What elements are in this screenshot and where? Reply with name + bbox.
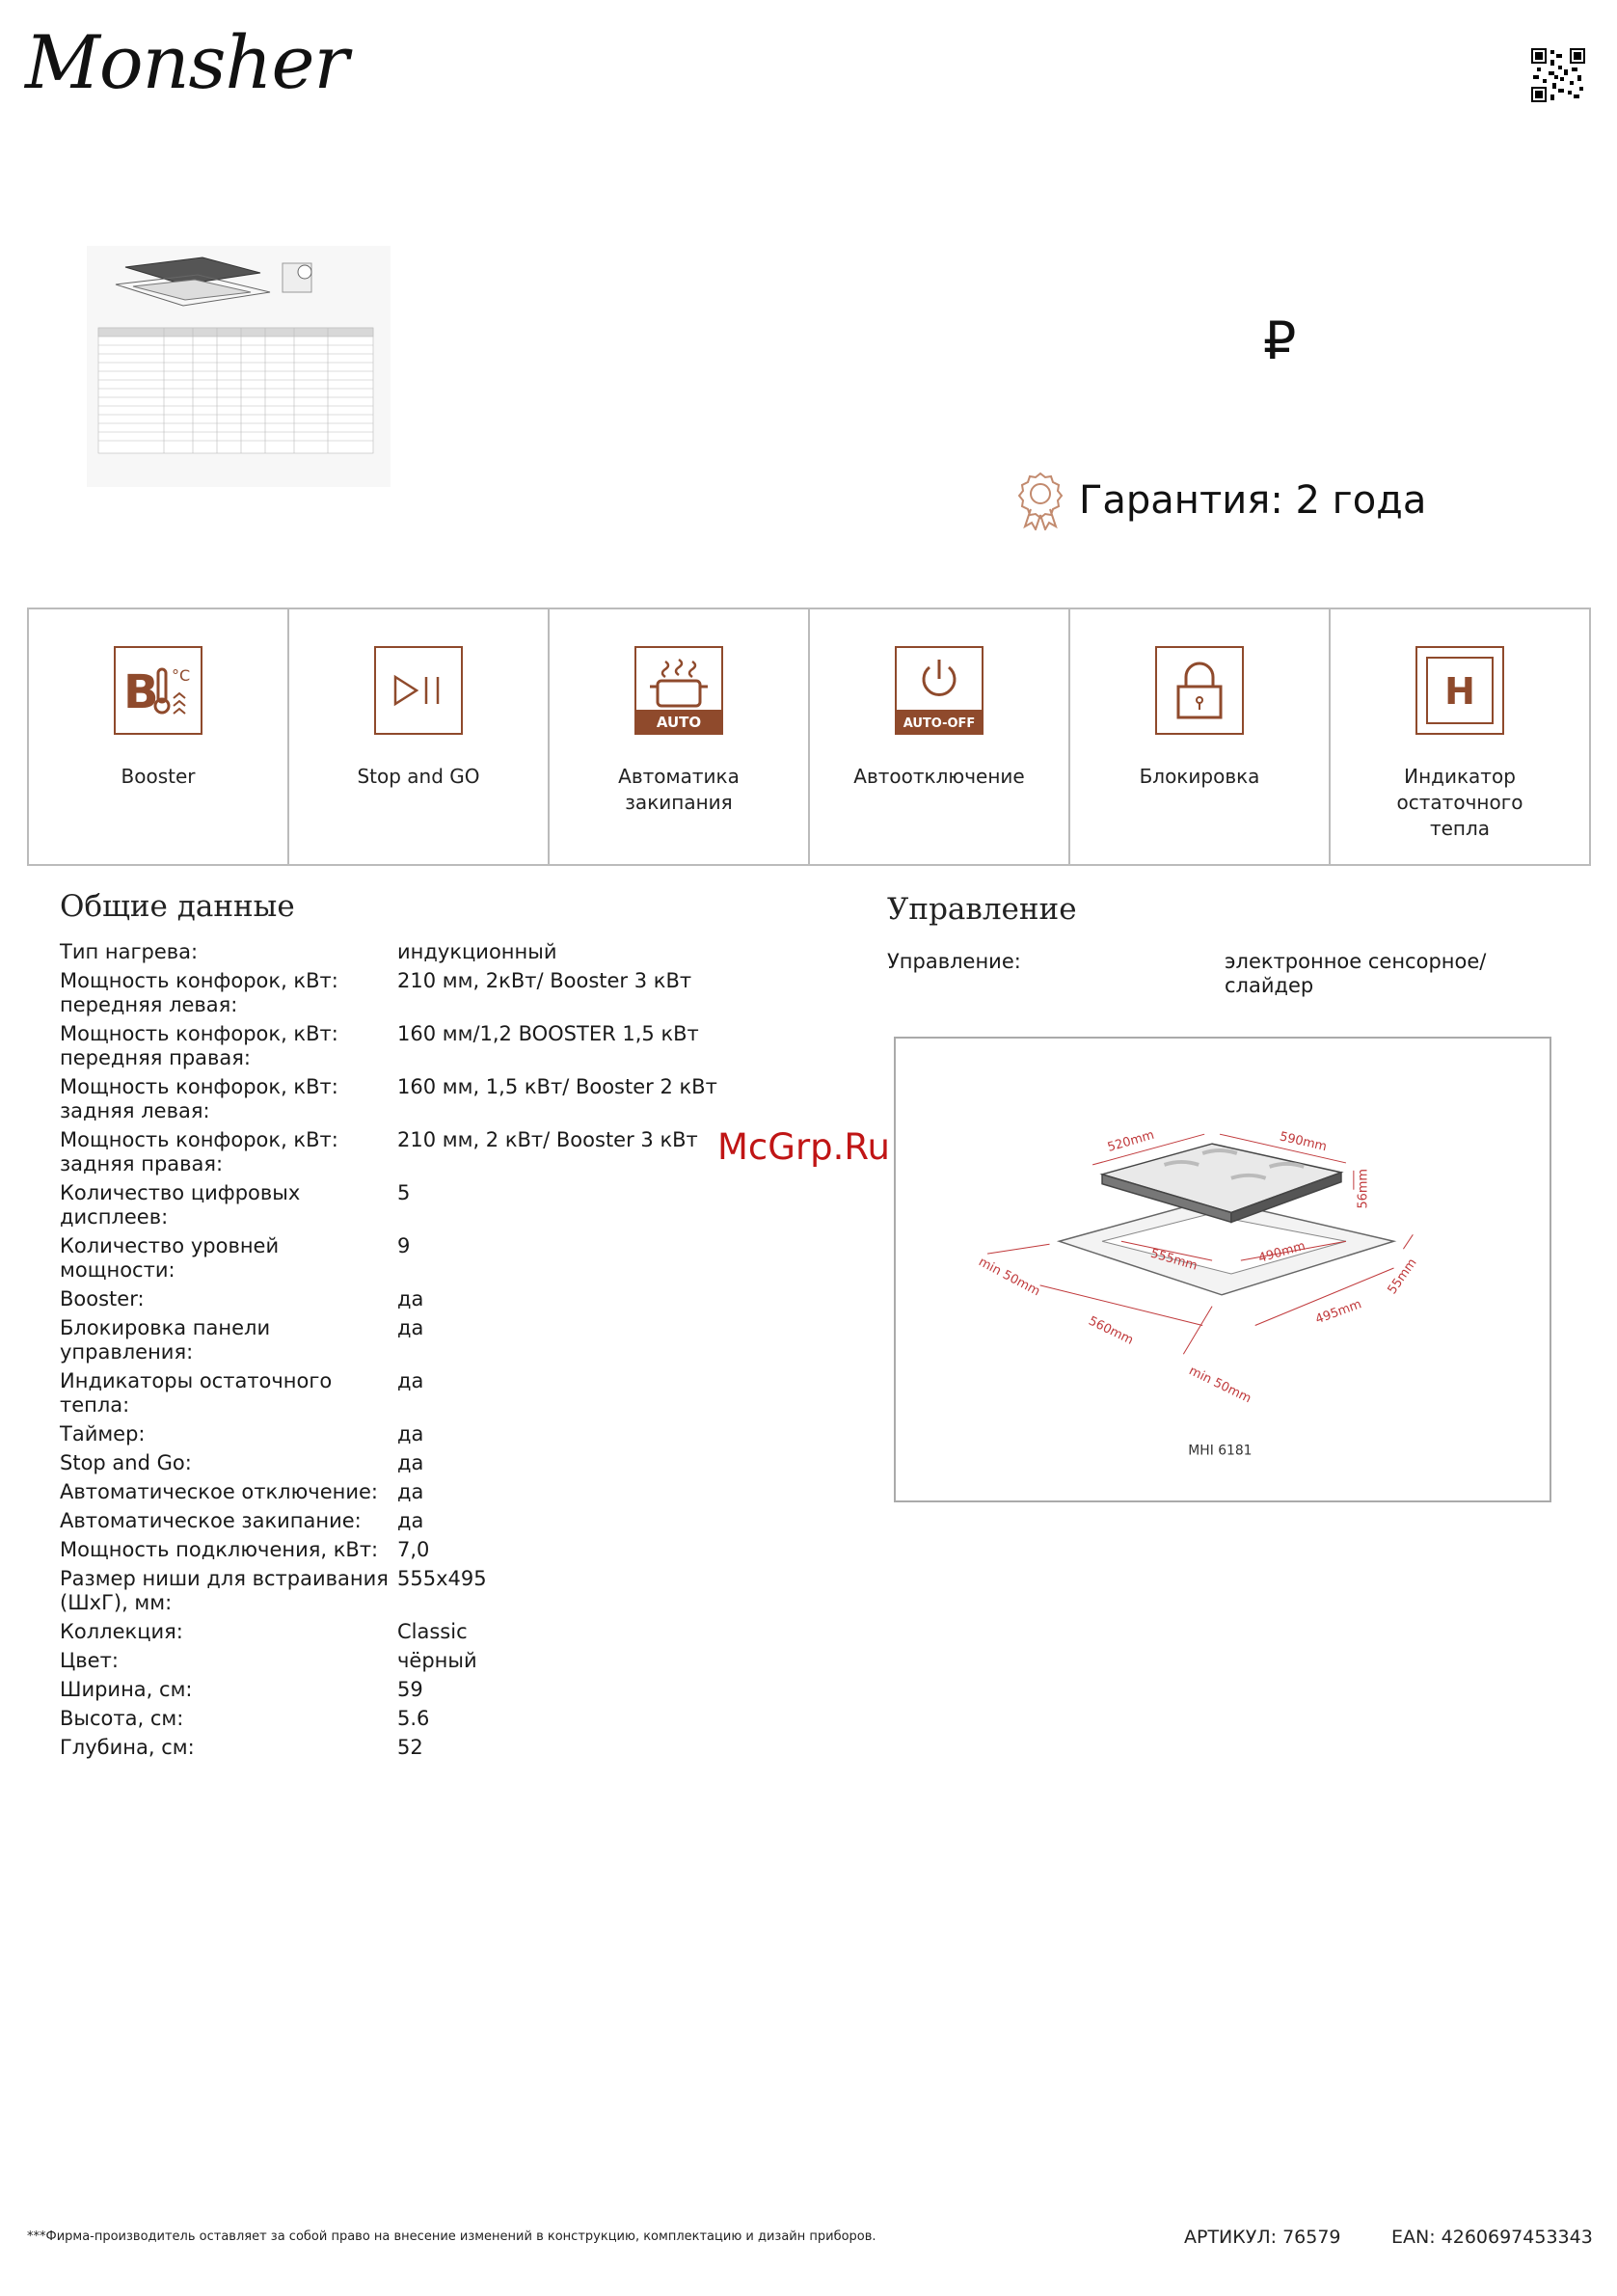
dimension-table-sketch: [98, 328, 373, 453]
spec-row: [60, 1075, 735, 1123]
spec-value: индукционный: [397, 940, 557, 963]
feature-stop-and-go: [289, 609, 550, 864]
dim-right: 55mm: [1385, 1256, 1420, 1298]
spec-key: Таймер:: [60, 1422, 146, 1445]
spec-row: [60, 1707, 735, 1731]
spec-row: [60, 940, 735, 964]
qr-code-icon: [1531, 48, 1585, 102]
booster-icon: [114, 646, 202, 735]
feature-label: Индикатор остаточного тепла: [1396, 765, 1523, 840]
features-strip: [27, 608, 1591, 866]
spec-row: [60, 1480, 735, 1504]
spec-key: Тип нагрева:: [60, 940, 199, 963]
spec-key: Автоматическое отключение:: [60, 1480, 378, 1503]
feature-auto-off: [810, 609, 1070, 864]
spec-key: Booster:: [60, 1287, 145, 1310]
spec-value: да: [397, 1316, 424, 1339]
spec-value: 7,0: [397, 1538, 430, 1561]
spec-row: [60, 1128, 735, 1176]
dim-bottom-left: 560mm: [1086, 1313, 1136, 1348]
feature-label: Stop and GO: [357, 765, 480, 788]
warranty-badge: [1015, 471, 1426, 530]
auto-boil-icon: [634, 646, 723, 735]
dim-bottom-min: min 50mm: [1186, 1364, 1253, 1407]
spec-value: чёрный: [397, 1649, 477, 1672]
control-section: [887, 892, 1562, 1003]
spec-row: [60, 1181, 735, 1229]
spec-key: Мощность конфорок, кВт: передняя левая:: [60, 969, 338, 1016]
spec-key: Мощность конфорок, кВт: передняя правая:: [60, 1022, 338, 1069]
hob-top: [1102, 1144, 1341, 1222]
spec-value: Classic: [397, 1620, 468, 1643]
stop-and-go-icon: [374, 646, 463, 735]
footnote: ***Фирма-производитель оставляет за собой право на внесение изменений в конструкцию, комплектацию и дизайн приборов.: [27, 2229, 876, 2244]
spec-value: 9: [397, 1234, 411, 1257]
spec-key: Автоматическое закипание:: [60, 1509, 362, 1532]
spec-row: [60, 1422, 735, 1446]
spec-row: [60, 1287, 735, 1311]
general-title: Общие данные: [60, 889, 295, 924]
feature-label: Booster: [121, 765, 196, 788]
svg-text:B: B: [123, 665, 159, 719]
spec-key: Мощность конфорок, кВт: задняя правая:: [60, 1128, 338, 1175]
spec-row: [60, 1736, 735, 1760]
dim-niche-w: 555mm: [1148, 1246, 1199, 1274]
dim-niche-d: 490mm: [1256, 1238, 1307, 1266]
spec-key: Ширина, см:: [60, 1678, 193, 1701]
spec-value: 210 мм, 2кВт/ Booster 3 кВт: [397, 969, 692, 992]
spec-value: да: [397, 1287, 424, 1310]
dim-left-min: min 50mm: [976, 1255, 1042, 1300]
spec-value: да: [397, 1509, 424, 1532]
spec-key: Размер ниши для встраивания (ШхГ), мм:: [60, 1567, 389, 1614]
spec-row: [60, 1369, 735, 1418]
spec-key: Высота, см:: [60, 1707, 184, 1730]
auto-badge: AUTO: [656, 714, 702, 731]
spec-value: да: [397, 1480, 424, 1503]
residual-heat-icon: [1415, 646, 1504, 735]
spec-value: да: [397, 1369, 424, 1392]
product-thumbnail[interactable]: [87, 246, 391, 487]
spec-value: 59: [397, 1678, 423, 1701]
auto-off-icon: [895, 646, 984, 735]
spec-key: Блокировка панели управления:: [60, 1316, 271, 1364]
spec-value: 160 мм/1,2 BOOSTER 1,5 кВт: [397, 1022, 699, 1045]
spec-row: [60, 1509, 735, 1533]
spec-key: Количество цифровых дисплеев:: [60, 1181, 301, 1229]
dim-bottom-right: 495mm: [1313, 1297, 1364, 1328]
auto-off-badge: AUTO-OFF: [903, 716, 976, 731]
feature-residual-heat: [1331, 609, 1589, 864]
feature-label: Автоматика закипания: [618, 765, 740, 814]
spec-value: 210 мм, 2 кВт/ Booster 3 кВт: [397, 1128, 698, 1151]
feature-lock: [1070, 609, 1331, 864]
feature-auto-boil: [550, 609, 810, 864]
spec-value: да: [397, 1422, 424, 1445]
spec-value: да: [397, 1451, 424, 1474]
dimension-diagram: [894, 1037, 1551, 1502]
spec-key: Мощность подключения, кВт:: [60, 1538, 379, 1561]
ean: EAN: 4260697453343: [1391, 2227, 1593, 2248]
spec-row: [60, 1022, 735, 1070]
watermark: McGrp.Ru: [717, 1126, 890, 1168]
award-icon: [1015, 471, 1065, 530]
control-key: Управление:: [887, 950, 1021, 973]
spec-row: [60, 1620, 735, 1644]
spec-row: [60, 1451, 735, 1475]
spec-value: 52: [397, 1736, 423, 1759]
model-label: MHI 6181: [1188, 1443, 1253, 1459]
spec-key: Цвет:: [60, 1649, 119, 1672]
feature-booster: [29, 609, 289, 864]
price-currency: ₽: [1263, 311, 1297, 371]
spec-row: [60, 1316, 735, 1364]
spec-value: 5.6: [397, 1707, 430, 1730]
spec-value: 160 мм, 1,5 кВт/ Booster 2 кВт: [397, 1075, 717, 1098]
spec-key: Индикаторы остаточного тепла:: [60, 1369, 333, 1417]
warranty-label: Гарантия: 2 года: [1079, 478, 1427, 523]
control-value: электронное сенсорное/ слайдер: [1225, 950, 1487, 997]
spec-key: Stop and Go:: [60, 1451, 192, 1474]
spec-value: 555x495: [397, 1567, 487, 1590]
brand-logo: Monsher: [25, 19, 348, 105]
feature-label: Блокировка: [1139, 765, 1260, 788]
dim-top-right: 590mm: [1278, 1129, 1329, 1155]
spec-row: [60, 969, 735, 1017]
residual-heat-badge: H: [1444, 670, 1475, 713]
dim-height: 56mm: [1356, 1169, 1371, 1209]
spec-value: 5: [397, 1181, 411, 1204]
svg-text:°C: °C: [172, 666, 191, 685]
control-title: Управление: [887, 892, 1077, 927]
feature-label: Автоотключение: [853, 765, 1025, 788]
spec-key: Мощность конфорок, кВт: задняя левая:: [60, 1075, 338, 1122]
lock-icon: [1155, 646, 1244, 735]
spec-row: [60, 1567, 735, 1615]
dim-top-left: 520mm: [1105, 1127, 1156, 1155]
spec-key: Количество уровней мощности:: [60, 1234, 280, 1282]
spec-row: [60, 1678, 735, 1702]
artikul: АРТИКУЛ: 76579: [1184, 2227, 1341, 2248]
spec-key: Глубина, см:: [60, 1736, 195, 1759]
spec-table: [60, 940, 735, 1765]
spec-row: [60, 1234, 735, 1283]
spec-row: [60, 1538, 735, 1562]
spec-key: Коллекция:: [60, 1620, 183, 1643]
spec-row: [60, 1649, 735, 1673]
control-row: [887, 950, 1504, 998]
